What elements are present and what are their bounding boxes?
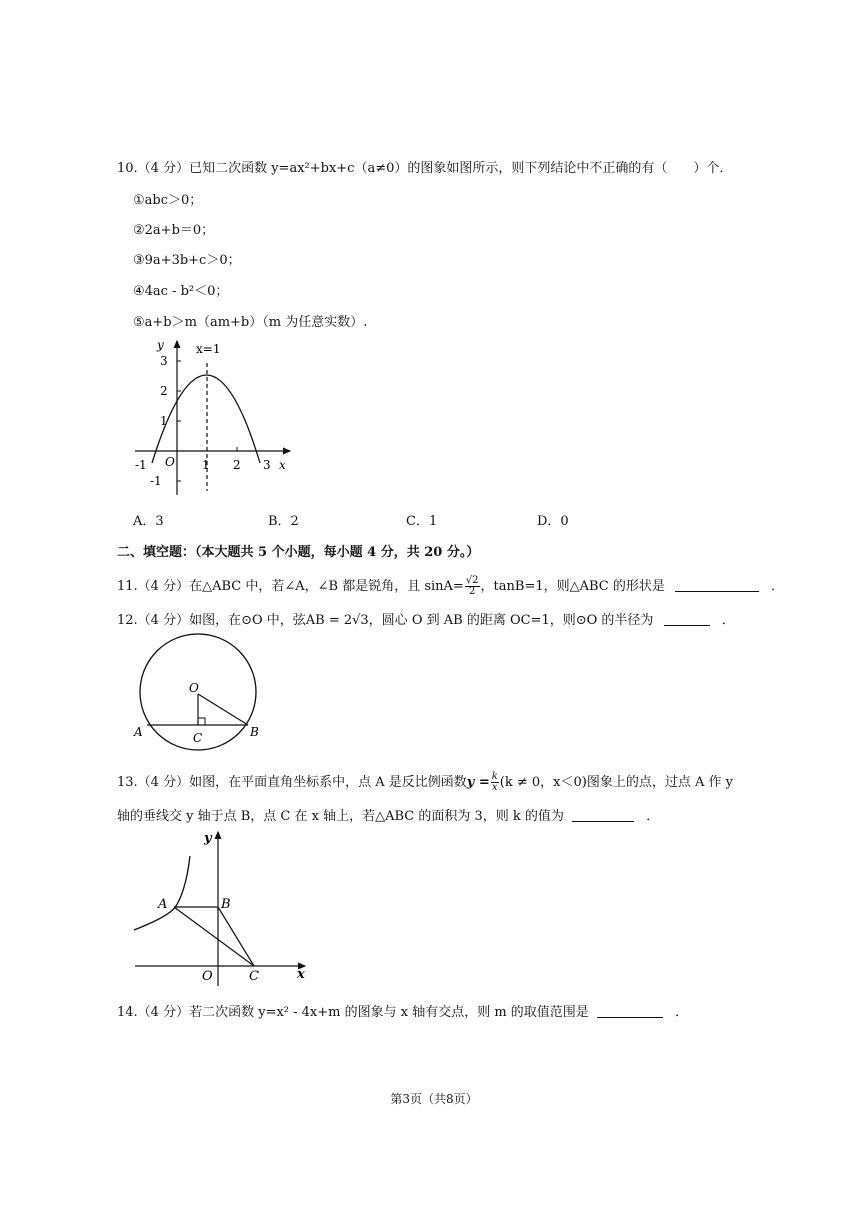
q11-fraction [465,576,480,597]
q10-parabola-curve [152,375,260,463]
q12-circle-figure [130,630,270,755]
q13-line-2 [117,808,659,826]
q11-frac-den: 2 [468,586,476,597]
q13-label-o: O [202,969,213,984]
q10-choice-c: C．1 [406,514,438,529]
q10-x-tick-label-2: 2 [233,458,241,472]
q13-segment-ac [174,907,254,966]
q13-answer-blank[interactable] [572,809,634,822]
q10-statement-4: ④4ac - b²＜0； [133,284,229,299]
q12-label-c: C [193,731,203,745]
q14-text: 14.（4 分）若二次函数 y=x² - 4x+m 的图象与 x 轴有交点，则 m 的取值范围是 [117,1005,589,1020]
q12-text: 12.（4 分）如图，在⊙O 中，弦AB = 2√3，圆心 O 到 AB 的距离 OC=1，则⊙O 的半径为 [117,613,654,628]
q10-statement-2: ②2a+b＝0； [133,223,215,238]
q11-line [117,576,784,597]
q13-line-1 [117,772,733,793]
q10-statement-3: ③9a+3b+c＞0； [133,253,241,268]
q10-choice-a: A．3 [133,514,164,529]
page-footer: 第3页（共8页） [390,1092,478,1106]
q10-origin-label: O [165,455,175,469]
q13-frac-num: k [491,771,498,782]
q11-part2: ，tanB=1，则△ABC 的形状是 [480,579,665,594]
q10-stem: 10.（4 分）已知二次函数 y=ax²+bx+c（a≠0）的图象如图所示，则下列结论中不正确的有（ ）个． [117,161,733,176]
q13-hyperbola-curve [134,856,190,930]
q12-answer-blank[interactable] [664,613,710,626]
q14-line [117,1004,688,1022]
q10-parabola-figure [130,335,300,500]
q13-line2-text: 轴的垂线交 y 轴于点 B，点 C 在 x 轴上，若△ABC 的面积为 3，则 k 的值为 [117,809,564,824]
q14-end: ． [675,1005,689,1020]
section-title: 二、填空题：（本大题共 5 个小题，每小题 4 分，共 20 分。） [117,545,480,560]
q13-label-b: B [221,897,231,912]
q11-frac-num: √2 [465,575,479,586]
q13-end: ． [646,809,660,824]
q10-y-tick-label-neg1: -1 [150,474,162,488]
q10-statement-1: ①abc＞0； [133,193,203,208]
q13-coordinate-figure [130,826,315,986]
q10-choice-b: B．2 [268,514,299,529]
q13-part2: (k ≠ 0，x＜0)图象上的点，过点 A 作 y [499,775,733,790]
q14-answer-blank[interactable] [597,1005,663,1018]
q10-x-tick-label-3: 3 [263,458,271,472]
q12-label-o: O [189,681,199,695]
q13-label-x: x [297,967,305,982]
q12-end: ． [721,613,735,628]
q13-segment-bc [218,907,254,966]
q10-x-tick-label-1: 1 [202,458,210,472]
q13-frac-den: x [491,782,498,793]
q13-label-a: A [158,897,168,912]
q10-axis-line-label: x=1 [196,342,221,356]
q12-right-angle-mark [198,718,205,725]
q10-x-label: x [279,458,286,472]
q13-part1: 13.（4 分）如图，在平面直角坐标系中，点 A 是反比例函数 [117,775,467,790]
q10-x-tick-label-neg1: -1 [135,458,147,472]
q12-line [117,612,735,630]
q13-fraction [491,772,499,793]
q10-choice-d: D．0 [537,514,569,529]
q10-y-tick-label-2: 2 [160,384,168,398]
q12-label-a: A [134,725,143,739]
q11-part1: 11.（4 分）在△ABC 中，若∠A，∠B 都是锐角，且 sinA= [117,579,464,594]
q11-answer-blank[interactable] [675,579,759,592]
q10-y-tick-label-1: 1 [160,414,168,428]
q13-label-y: y [204,831,212,846]
q11-end: ． [771,579,785,594]
q13-label-c: C [249,969,259,984]
q12-label-b: B [250,725,259,739]
q10-y-label: y [157,338,164,352]
q10-y-tick-label-3: 3 [160,354,168,368]
q13-func-y: y = [466,775,490,790]
q10-statement-5: ⑤a+b＞m（am+b）（m 为任意实数）. [133,315,368,330]
